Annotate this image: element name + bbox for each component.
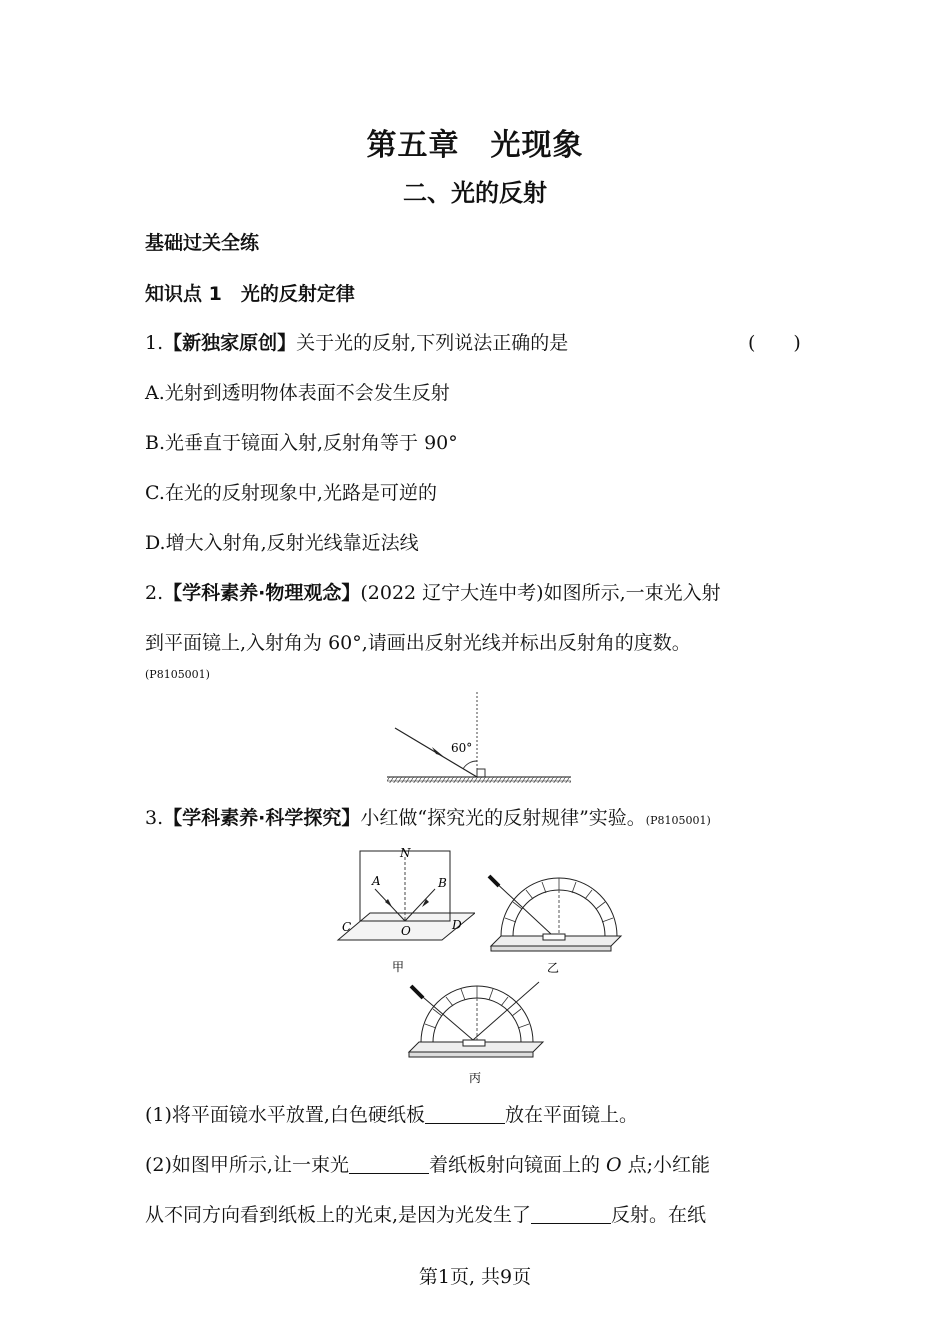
practice-heading: 基础过关全练 bbox=[145, 232, 260, 254]
q3-number: 3. bbox=[145, 807, 164, 829]
laser-pointer-icon bbox=[489, 876, 499, 886]
caption-bing: 丙 bbox=[469, 1071, 482, 1085]
knowledge-point-heading: 知识点 1 光的反射定律 bbox=[145, 283, 355, 305]
q1-text: 关于光的反射,下列说法正确的是 bbox=[296, 332, 569, 354]
q3-sub2 bbox=[145, 1150, 710, 1177]
q1-number: 1. bbox=[145, 332, 164, 354]
label-b: B bbox=[438, 876, 447, 890]
figure-jia bbox=[330, 845, 475, 975]
q3-sub2-line2-text-a: 从不同方向看到纸板上的光束,是因为光发生了 bbox=[145, 1204, 532, 1226]
label-n: N bbox=[400, 846, 411, 860]
page-footer: 第1页, 共9页 bbox=[418, 1266, 532, 1288]
caption-yi: 乙 bbox=[547, 961, 560, 975]
q3-sub1-text-b: 放在平面镜上。 bbox=[504, 1104, 638, 1126]
q1-option-b: B.光垂直于镜面入射,反射角等于 90° bbox=[145, 432, 458, 454]
chapter-title: 第五章 光现象 bbox=[366, 128, 584, 163]
q1-stem bbox=[145, 328, 568, 355]
figure-yi bbox=[485, 862, 625, 977]
q1-answer-paren: ( ) bbox=[748, 332, 801, 354]
q2-line1-text: (2022 辽宁大连中考)如图所示,一束光入射 bbox=[360, 582, 721, 604]
q3-sub2-text-c: 点;小红能 bbox=[627, 1154, 711, 1176]
figure-bing bbox=[403, 978, 548, 1093]
label-a: A bbox=[372, 874, 381, 888]
q3-stem bbox=[145, 803, 711, 830]
angle-arc bbox=[463, 761, 477, 769]
q2-mirror-figure bbox=[385, 688, 575, 788]
q3-sub2-line2 bbox=[145, 1200, 706, 1227]
label-d: D bbox=[452, 918, 462, 932]
q3-sub1-text-a: (1)将平面镜水平放置,白色硬纸板 bbox=[145, 1104, 425, 1126]
answer-blank-3[interactable] bbox=[531, 1205, 611, 1224]
protractor-ticks bbox=[425, 986, 529, 1028]
angle-label: 60° bbox=[451, 741, 473, 755]
label-o: O bbox=[401, 924, 411, 938]
q3-code: (P8105001) bbox=[645, 814, 711, 827]
label-c: C bbox=[342, 920, 352, 934]
section-title: 二、光的反射 bbox=[403, 179, 547, 207]
q2-line2: 到平面镜上,入射角为 60°,请画出反射光线并标出反射角的度数。 bbox=[145, 632, 691, 654]
q1-option-d: D.增大入射角,反射光线靠近法线 bbox=[145, 532, 419, 554]
arrow-icon bbox=[422, 899, 429, 907]
q3-sub1 bbox=[145, 1100, 638, 1127]
q2-number: 2. bbox=[145, 582, 164, 604]
q1-tag: 【新独家原创】 bbox=[163, 332, 297, 354]
q2-code: (P8105001) bbox=[145, 668, 210, 681]
laser-pointer-icon bbox=[411, 986, 423, 998]
q3-sub2-text-b: 着纸板射向镜面上的 bbox=[428, 1154, 600, 1176]
q3-tag: 【学科素养·科学探究】 bbox=[163, 807, 361, 829]
q3-sub2-line2-text-b: 反射。在纸 bbox=[611, 1204, 707, 1226]
q1-option-c: C.在光的反射现象中,光路是可逆的 bbox=[145, 482, 437, 504]
answer-blank-2[interactable] bbox=[349, 1155, 429, 1174]
q1-option-a: A.光射到透明物体表面不会发生反射 bbox=[145, 382, 450, 404]
answer-blank-1[interactable] bbox=[425, 1105, 505, 1124]
q2-tag: 【学科素养·物理观念】 bbox=[163, 582, 361, 604]
q2-line1 bbox=[145, 578, 721, 605]
caption-jia: 甲 bbox=[392, 960, 405, 974]
right-angle-mark bbox=[477, 769, 485, 777]
q3-sub2-point-o: O bbox=[606, 1154, 622, 1176]
q3-text: 小红做“探究光的反射规律”实验。 bbox=[360, 807, 646, 829]
q3-sub2-text-a: (2)如图甲所示,让一束光 bbox=[145, 1154, 349, 1176]
